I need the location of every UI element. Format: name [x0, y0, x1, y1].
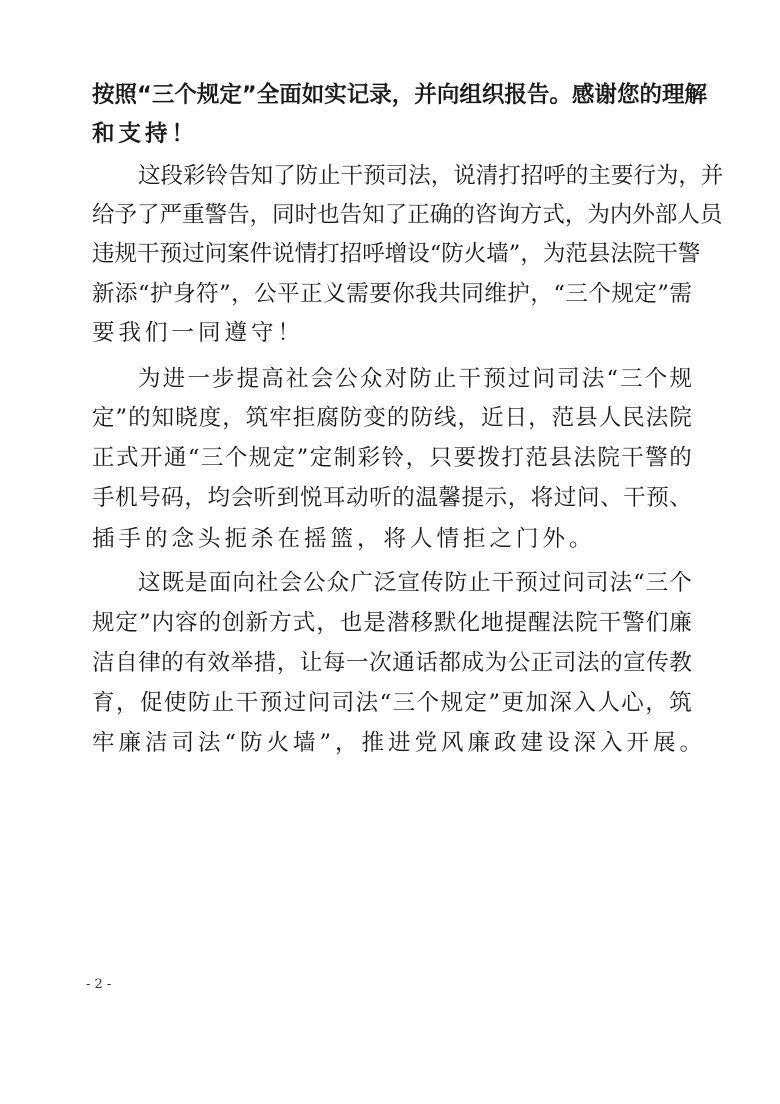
- text-line: 要我们一同遵守！: [92, 320, 305, 346]
- text-line: 规 定 ” 内 容 的 创 新 方 式 ， 也 是 潜 移 默 化 地 提 醒 法 院 干 警 们 廉: [92, 610, 692, 636]
- text-line: 和支持！: [92, 121, 199, 147]
- page-number: - 2 -: [86, 977, 112, 992]
- text-line: 定 ” 的 知 晓 度 ， 筑 牢 拒 腐 防 变 的 防 线 ， 近 日 ， 范 县 人 民 法 院: [92, 405, 692, 431]
- text-line: 违 规 干 预 过 问 案 件 说 情 打 招 呼 增 设 “ 防 火 墙 ” ， 为 范 县 法 院 干 警: [92, 241, 701, 267]
- text-line: 育 ， 促 使 防 止 干 预 过 问 司 法 “ 三 个 规 定 ” 更 加 深 入 人 心 ， 筑: [92, 690, 692, 716]
- text-line: 给 予 了 严 重 警 告 ， 同 时 也 告 知 了 正 确 的 咨 询 方 式 ， 为 内 外 部 人 员: [92, 202, 723, 228]
- text-line: 这 段 彩 铃 告 知 了 防 止 干 预 司 法 ， 说 清 打 招 呼 的 主 要 行 为 ， 并: [138, 163, 724, 189]
- text-line: 插手的念头扼杀在摇篮，将人情拒之门外。: [92, 526, 596, 552]
- text-line: 洁 自 律 的 有 效 举 措 ， 让 每 一 次 通 话 都 成 为 公 正 司 法 的 宣 传 教: [92, 650, 692, 676]
- text-line: 手 机 号 码 ， 均 会 听 到 悦 耳 动 听 的 温 馨 提 示 ， 将 过 问 、 干 预 、: [92, 485, 692, 511]
- text-line: 按 照 “ 三 个 规 定 ” 全 面 如 实 记 录 ， 并 向 组 织 报 告 。 感 谢 您 的 理 解: [92, 82, 707, 108]
- text-line: 这 既 是 面 向 社 会 公 众 广 泛 宣 传 防 止 干 预 过 问 司 法 “ 三 个: [138, 570, 692, 596]
- text-line: 为 进 一 步 提 高 社 会 公 众 对 防 止 干 预 过 问 司 法 “ 三 个 规: [138, 366, 692, 392]
- text-line: 正 式 开 通 “ 三 个 规 定 ” 定 制 彩 铃 ， 只 要 拨 打 范 县 法 院 干 警 的: [92, 445, 692, 471]
- text-line: 新 添 “ 护 身 符 ” ， 公 平 正 义 需 要 你 我 共 同 维 护 ， “ 三 个 规 定 ” 需: [92, 281, 692, 307]
- text-line: 牢廉洁司法“防火墙”，推进党风廉政建设深入开展。: [92, 730, 707, 756]
